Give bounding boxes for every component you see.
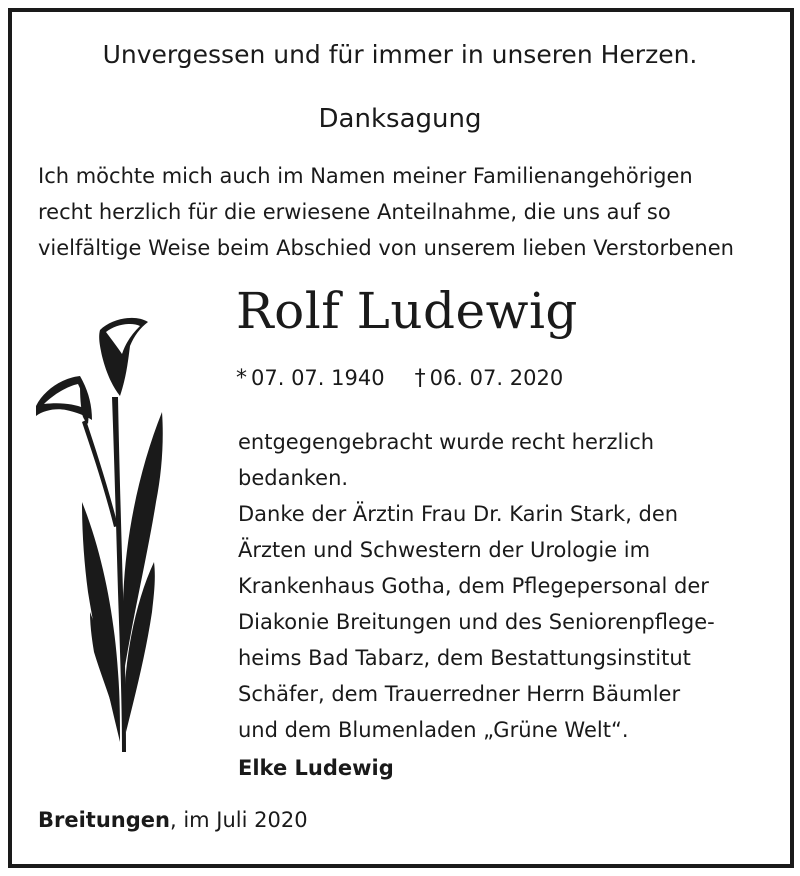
body-line: bedanken. [238,466,349,490]
calla-lily-icon [30,312,170,757]
body-line: entgegengebracht wurde recht herzlich [238,430,655,454]
body-line: Danke der Ärztin Frau Dr. Karin Stark, den [238,502,679,526]
body-line: Krankenhaus Gotha, dem Pflegepersonal der [238,574,709,598]
body-line: heims Bad Tabarz, dem Bestattungsinstitut [238,646,691,670]
body-line: und dem Blumenladen „Grüne Welt“. [238,718,629,742]
place-and-date [38,808,308,832]
body-line: Diakonie Breitungen und des Seniorenpflege- [238,610,715,634]
thanks-title: Danksagung [318,104,482,134]
intro-text [38,158,778,266]
body-line: Ärzten und Schwestern der Urologie im [238,538,651,562]
life-dates [236,366,563,391]
birth-symbol: * [236,366,247,391]
death-date: 06. 07. 2020 [429,366,564,390]
intro-line: recht herzlich für die erwiesene Anteilnahme, die uns auf so [38,200,671,224]
intro-line: vielfältige Weise beim Abschied von unserem lieben Verstorbenen [38,236,734,260]
body-line: Schäfer, dem Trauerredner Herrn Bäumler [238,682,681,706]
headline: Unvergessen und für immer in unseren Herzen. [102,40,698,69]
death-symbol: † [414,366,426,391]
date-text: , im Juli 2020 [169,808,308,832]
birth-date: 07. 07. 1940 [251,366,385,390]
deceased-name: Rolf Ludewig [236,282,578,340]
place-name: Breitungen [38,808,170,832]
signer-name: Elke Ludewig [238,756,394,780]
intro-line: Ich möchte mich auch im Namen meiner Familienangehörigen [38,164,693,188]
thanks-body [238,424,715,748]
